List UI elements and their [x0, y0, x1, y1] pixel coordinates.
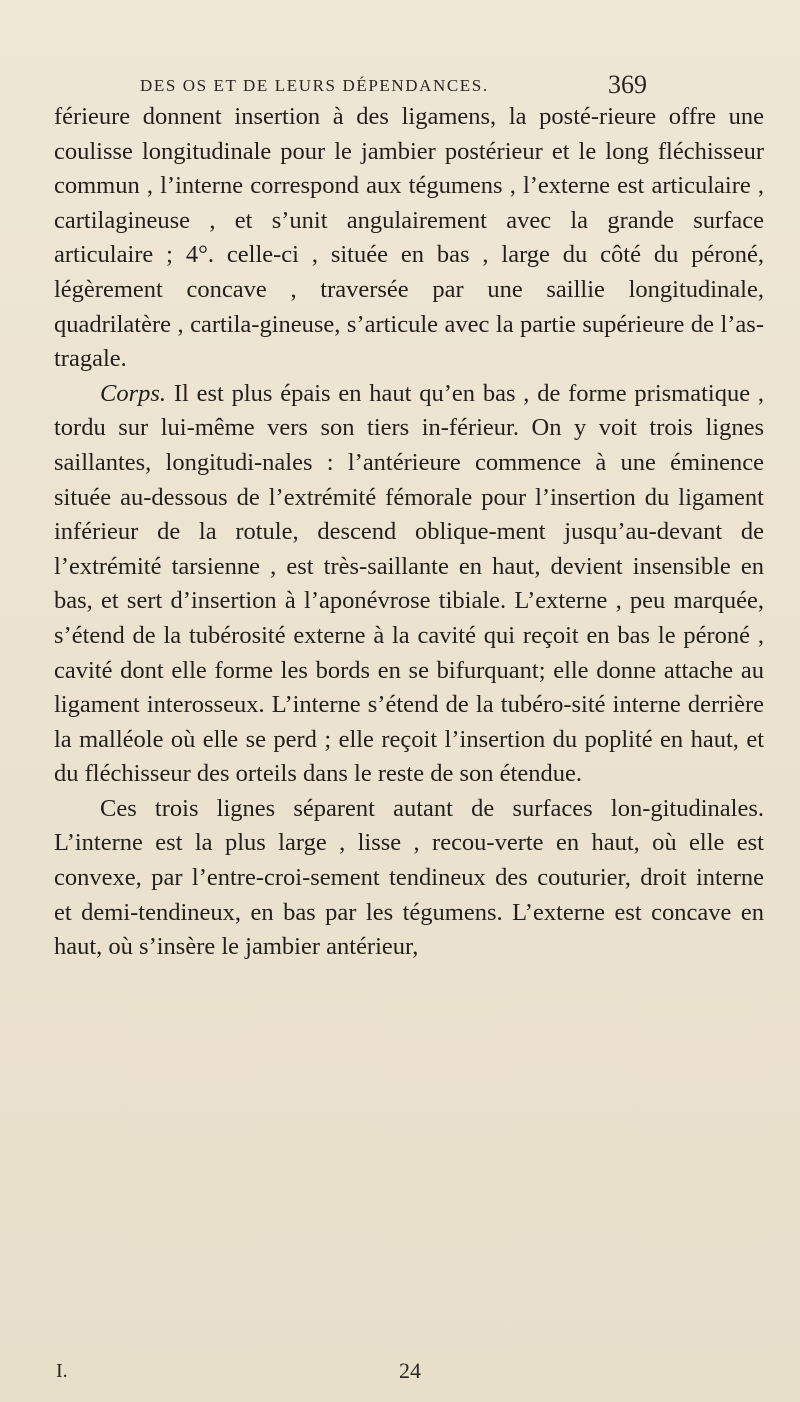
signature-mark: I. — [56, 1360, 68, 1382]
running-title: DES OS ET DE LEURS DÉPENDANCES. — [140, 76, 489, 95]
paragraph-text: Il est plus épais en haut qu’en bas , de forme prismatique , tordu sur lui-même vers son tiers in-férieur. On y voit trois lignes saillantes, longitudi-nales : l’antérieure commence à une éminence située au-dessous de l’extrémité fémorale pour l’insertion du ligament inférieur de la rotule, descend oblique-ment jusqu’au-devant de l’extrémité tarsienne , est très-saillante en haut, devient insensible en bas, et sert d’insertion à l’aponévrose tibiale. L’externe , peu marquée, s’étend de la tubérosité externe à la cavité qui reçoit en bas le péroné , cavité dont elle forme les bords en se bifurquant; elle donne attache au ligament interosseux. L’interne s’étend de la tubéro-sité interne derrière la malléole où elle se perd ; elle reçoit l’insertion du poplité en haut, et du fléchisseur des orteils dans le reste de son étendue. — [54, 379, 764, 788]
body-text — [54, 100, 764, 965]
paragraph-surfaces — [54, 792, 764, 965]
paragraph-corps — [54, 377, 764, 792]
footer-folio: 24 — [399, 1358, 421, 1383]
paragraph-text: Ces trois lignes séparent autant de surfaces lon-gitudinales. L’interne est la plus large , lisse , recou-verte en haut, où elle est convexe, par l’entre-croi-sement tendineux des couturier, droit interne et demi-tendineux, en bas par les tégumens. L’externe est concave en haut, où s’insère le jambier antérieur, — [54, 794, 764, 961]
running-head — [0, 70, 800, 104]
paragraph-continuation — [54, 100, 764, 377]
section-lead-corps: Corps. — [100, 379, 167, 407]
paragraph-text: férieure donnent insertion à des ligamens, la posté-rieure offre une coulisse longitudinale pour le jambier postérieur et le long fléchisseur commun , l’interne correspond aux tégumens , l’externe est articulaire , cartilagineuse , et s’unit angulairement avec la grande surface articulaire ; 4°. celle-ci , située en bas , large du côté du péroné, légèrement concave , traversée par une saillie longitudinale, quadrilatère , cartila-gineuse, s’articule avec la partie supérieure de l’as-tragale. — [54, 103, 764, 373]
page-footer — [0, 1360, 800, 1390]
page-number: 369 — [608, 70, 647, 99]
